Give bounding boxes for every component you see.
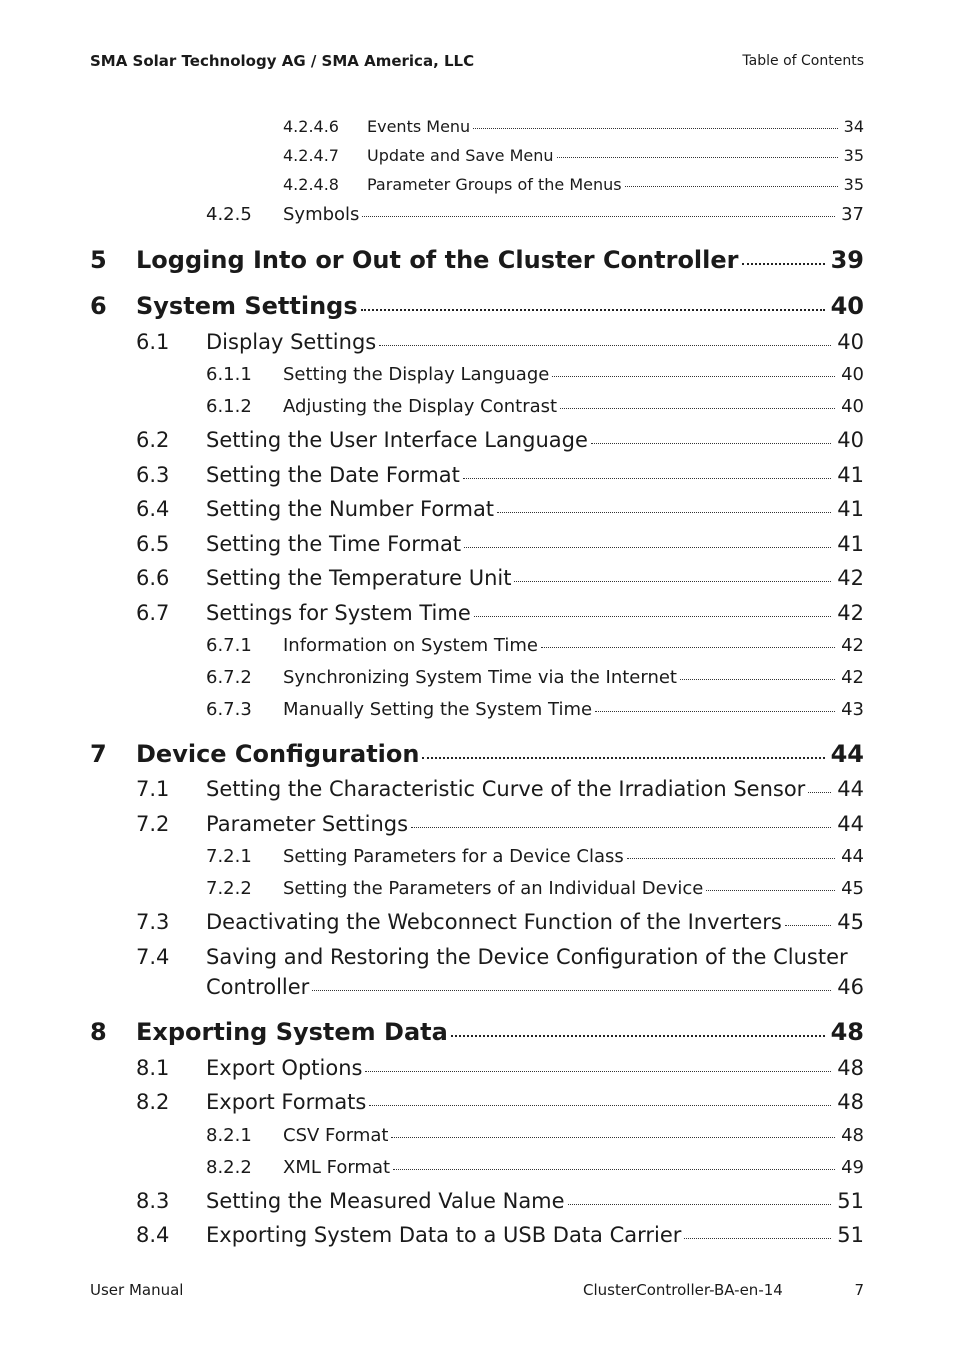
toc-entry[interactable] [90, 601, 864, 625]
toc-number: 6.1.2 [206, 396, 252, 417]
dot-leader [451, 1035, 825, 1037]
toc-entry[interactable] [90, 635, 864, 656]
toc-number: 7 [90, 740, 107, 768]
toc-number: 6.2 [136, 428, 170, 452]
toc-title: Controller [206, 975, 310, 999]
dot-leader [463, 478, 831, 479]
footer-page-number: 7 [854, 1281, 864, 1299]
toc-number: 7.4 [136, 945, 170, 969]
toc-page: 35 [843, 146, 864, 165]
toc-number: 8.2 [136, 1090, 170, 1114]
footer-doc-id: ClusterController-BA-en-14 [583, 1281, 783, 1299]
toc-page: 51 [837, 1189, 864, 1213]
toc-page: 40 [841, 364, 864, 385]
toc-title: System Settings [136, 292, 358, 320]
toc-page: 40 [841, 396, 864, 417]
toc-entry[interactable] [90, 699, 864, 720]
toc-title: Deactivating the Webconnect Function of the Inverters [206, 910, 782, 934]
dot-leader [361, 309, 825, 311]
toc-entry[interactable] [90, 463, 864, 487]
toc-number: 7.2 [136, 812, 170, 836]
toc-number: 6.3 [136, 463, 170, 487]
toc-title: Exporting System Data to a USB Data Carrier [206, 1223, 682, 1247]
toc-page: 46 [837, 975, 864, 999]
dot-leader [362, 216, 835, 217]
toc-number: 7.2.1 [206, 846, 252, 867]
toc-page: 49 [841, 1157, 864, 1178]
toc-title: Setting the Characteristic Curve of the Irradiation Sensor [206, 777, 806, 801]
toc-number: 8.2.1 [206, 1125, 252, 1146]
dot-leader [808, 792, 831, 793]
dot-leader [393, 1169, 835, 1170]
toc-entry[interactable] [90, 204, 864, 225]
dot-leader [568, 1204, 832, 1205]
dot-leader [473, 128, 837, 129]
toc-number: 6.7.3 [206, 699, 252, 720]
dot-leader [379, 345, 831, 346]
toc-chapter[interactable] [90, 246, 864, 274]
toc-chapter[interactable] [90, 292, 864, 320]
dot-leader [742, 263, 825, 265]
toc-number: 6.1 [136, 330, 170, 354]
dot-leader [369, 1105, 831, 1106]
toc-chapter[interactable] [90, 1018, 864, 1046]
toc-page: 41 [837, 532, 864, 556]
toc-title: Exporting System Data [136, 1018, 448, 1046]
toc-number: 8.2.2 [206, 1157, 252, 1178]
toc-page: 42 [841, 667, 864, 688]
toc-entry[interactable] [90, 1223, 864, 1247]
toc-title: Parameter Groups of the Menus [367, 175, 622, 194]
toc-entry[interactable] [90, 1157, 864, 1178]
toc-page: 40 [830, 292, 864, 320]
toc-entry[interactable] [90, 532, 864, 556]
toc-number: 4.2.4.8 [283, 175, 339, 194]
toc-page: 48 [837, 1090, 864, 1114]
dot-leader [391, 1137, 835, 1138]
toc-title: Parameter Settings [206, 812, 409, 836]
toc-chapter[interactable] [90, 740, 864, 768]
toc-number: 5 [90, 246, 107, 274]
toc-title: Setting the User Interface Language [206, 428, 588, 452]
toc-title: Synchronizing System Time via the Internet [283, 667, 677, 688]
toc-page: 48 [841, 1125, 864, 1146]
toc-title: Events Menu [367, 117, 471, 136]
toc-entry[interactable] [90, 777, 864, 801]
toc-page: 41 [837, 463, 864, 487]
dot-leader [541, 647, 835, 648]
toc-number: 8 [90, 1018, 107, 1046]
toc-title: Information on System Time [283, 635, 538, 656]
toc-title: Setting the Temperature Unit [206, 566, 512, 590]
toc-number: 6.1.1 [206, 364, 252, 385]
toc-page: 34 [843, 117, 864, 136]
dot-leader [560, 408, 835, 409]
toc-title: Setting the Display Language [283, 364, 550, 385]
toc-entry[interactable] [90, 117, 864, 136]
dot-leader [785, 925, 831, 926]
toc-page: 44 [837, 812, 864, 836]
toc-entry[interactable] [90, 396, 864, 417]
toc-title: Symbols [283, 204, 360, 225]
toc-title: Export Options [206, 1056, 363, 1080]
dot-leader [557, 157, 838, 158]
dot-leader [706, 890, 835, 891]
toc-number: 6.7.1 [206, 635, 252, 656]
toc-entry[interactable] [90, 910, 864, 934]
toc-entry[interactable] [90, 330, 864, 354]
toc-page: 35 [843, 175, 864, 194]
toc-page: 42 [841, 635, 864, 656]
toc-entry[interactable] [90, 667, 864, 688]
toc-number: 6 [90, 292, 107, 320]
toc-number: 7.3 [136, 910, 170, 934]
toc-entry[interactable] [90, 146, 864, 165]
dot-leader [625, 186, 838, 187]
toc-title: Setting the Parameters of an Individual Device [283, 878, 704, 899]
toc-number: 6.6 [136, 566, 170, 590]
toc-entry[interactable] [90, 364, 864, 385]
toc-page: 44 [837, 777, 864, 801]
toc-title: Logging Into or Out of the Cluster Controller [136, 246, 739, 274]
toc-page: 40 [837, 428, 864, 452]
toc-entry[interactable] [90, 566, 864, 590]
toc-title: Setting Parameters for a Device Class [283, 846, 624, 867]
toc-title: Update and Save Menu [367, 146, 554, 165]
toc-page: 42 [837, 566, 864, 590]
toc-number: 6.5 [136, 532, 170, 556]
toc-page: 45 [837, 910, 864, 934]
toc-title: Manually Setting the System Time [283, 699, 593, 720]
toc-title: Display Settings [206, 330, 377, 354]
toc-number: 4.2.5 [206, 204, 252, 225]
toc-number: 6.7 [136, 601, 170, 625]
toc-page: 44 [841, 846, 864, 867]
dot-leader [474, 616, 832, 617]
toc-entry[interactable] [90, 175, 864, 194]
toc-page: 40 [837, 330, 864, 354]
toc-number: 8.1 [136, 1056, 170, 1080]
toc-page: 37 [841, 204, 864, 225]
toc-entry[interactable] [90, 1125, 864, 1146]
toc-page: 48 [837, 1056, 864, 1080]
dot-leader [591, 443, 831, 444]
toc-entry[interactable] [90, 945, 864, 969]
toc-number: 8.3 [136, 1189, 170, 1213]
toc-title: Device Configuration [136, 740, 420, 768]
toc-number: 6.4 [136, 497, 170, 521]
toc-title: CSV Format [283, 1125, 389, 1146]
toc-page: 43 [841, 699, 864, 720]
toc-page: 45 [841, 878, 864, 899]
dot-leader [595, 711, 835, 712]
dot-leader [464, 547, 831, 548]
dot-leader [627, 858, 835, 859]
toc-number: 4.2.4.7 [283, 146, 339, 165]
dot-leader [684, 1238, 831, 1239]
footer-doc-type: User Manual [90, 1281, 184, 1299]
toc-entry[interactable] [90, 846, 864, 867]
dot-leader [497, 512, 831, 513]
toc-title: Saving and Restoring the Device Configuration of the Cluster [206, 945, 848, 969]
toc-number: 8.4 [136, 1223, 170, 1247]
toc-number: 7.2.2 [206, 878, 252, 899]
toc-page: 48 [830, 1018, 864, 1046]
dot-leader [365, 1071, 831, 1072]
toc-page: 51 [837, 1223, 864, 1247]
toc-title: Setting the Measured Value Name [206, 1189, 565, 1213]
dot-leader [514, 581, 831, 582]
toc-page: 39 [830, 246, 864, 274]
toc-title: XML Format [283, 1157, 391, 1178]
header-section: Table of Contents [742, 53, 864, 69]
toc-title: Adjusting the Display Contrast [283, 396, 558, 417]
toc-page: 41 [837, 497, 864, 521]
dot-leader [411, 827, 831, 828]
toc-title: Settings for System Time [206, 601, 471, 625]
toc-title: Export Formats [206, 1090, 367, 1114]
toc-title: Setting the Time Format [206, 532, 462, 556]
toc-number: 4.2.4.6 [283, 117, 339, 136]
toc-entry[interactable] [90, 497, 864, 521]
toc-entry-continuation[interactable] [90, 975, 864, 999]
toc-entry[interactable] [90, 1090, 864, 1114]
toc-number: 7.1 [136, 777, 170, 801]
toc-entry[interactable] [90, 1056, 864, 1080]
dot-leader [552, 376, 835, 377]
toc-title: Setting the Date Format [206, 463, 460, 487]
dot-leader [312, 990, 831, 991]
dot-leader [680, 679, 835, 680]
toc-entry[interactable] [90, 1189, 864, 1213]
toc-page: 42 [837, 601, 864, 625]
toc-title: Setting the Number Format [206, 497, 495, 521]
toc-entry[interactable] [90, 428, 864, 452]
dot-leader [422, 757, 824, 759]
toc-page: 44 [830, 740, 864, 768]
toc-entry[interactable] [90, 812, 864, 836]
toc-entry[interactable] [90, 878, 864, 899]
toc-number: 6.7.2 [206, 667, 252, 688]
header-company: SMA Solar Technology AG / SMA America, LLC [90, 52, 475, 70]
